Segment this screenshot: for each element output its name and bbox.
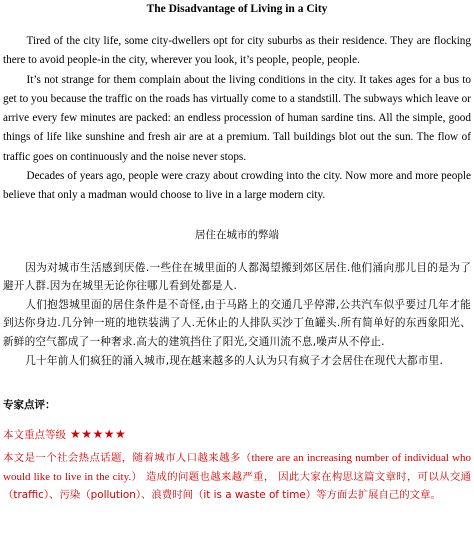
chinese-paragraph-2: 人们抱怨城里面的居住条件是不奇怪,由于马路上的交通几乎停滞,公共汽车似乎要过几年才能到达你身边.几分钟一班的地铁装满了人.无休止的人排队买沙丁鱼罐头.所有简单好的东西象阳光、新鲜的空气都成了一种奢求.高大的建筑挡住了阳光,交通川流不息,噪声从不停止. — [3, 298, 471, 349]
chinese-paragraph-1: 因为对城市生活感到厌倦.一些住在城里面的人都渴望搬到郊区居住.他们涌向那儿目的是为了避开人群.因为在城里无论你往哪儿看到处都是人. — [3, 261, 471, 293]
english-paragraph-1: Tired of the city life, some city-dwellers opt for city suburbs as their residence. They are flocking there to avoid people-in the city, wherever you look, it’s people, people, people. — [3, 35, 471, 67]
chinese-translation — [3, 259, 471, 371]
chinese-title: 居住在城市的弊端 — [195, 228, 279, 241]
review-text-english: there are an increasing number of individual who would like to live in the city. — [3, 452, 471, 483]
english-essay — [3, 32, 471, 206]
chinese-paragraph-3: 几十年前人们疯狂的涌入城市,现在越来越多的人认为只有疯子才会居住在现代大都市里. — [25, 354, 444, 367]
english-paragraph-3: Decades of years ago, people were crazy about crowding into the city. Now more and more people believe that only a madman would choose to live in a large modern city. — [3, 170, 471, 202]
english-paragraph-2: It’s not strange for them complain about the living conditions in the city. It takes ages for a bus to get to you because the traffic on the roads has virtually come to a standstill. The subways which leave or arrive every few minutes are packed: an endless procession of human sardine tins. All the simple, good things of life like sunshine and fresh air are at a premium. Tall buildings blot out the sun. The flow of traffic goes on continuously and the noise never stops. — [3, 73, 471, 163]
expert-review-heading: 专家点评： — [3, 399, 56, 412]
key-level-stars: ★★★★★ — [70, 427, 127, 442]
document-title: The Disadvantage of Living in a City — [146, 3, 328, 15]
review-text-part-1: 本文是一个社会热点话题，随着城市人口越来越多（ — [3, 452, 252, 465]
review-text-part-2: ） 造成的问题也越来越严重， 因此大家在构思这篇文章时，可以从交通（traffic）、污染（pollution）、浪费时间（it is a waste of time）等方面去扩展自己的文章。 — [3, 470, 471, 502]
key-level-label: 本文重点等级 — [3, 429, 66, 442]
expert-review-text — [3, 449, 471, 505]
key-level-line — [3, 426, 471, 443]
